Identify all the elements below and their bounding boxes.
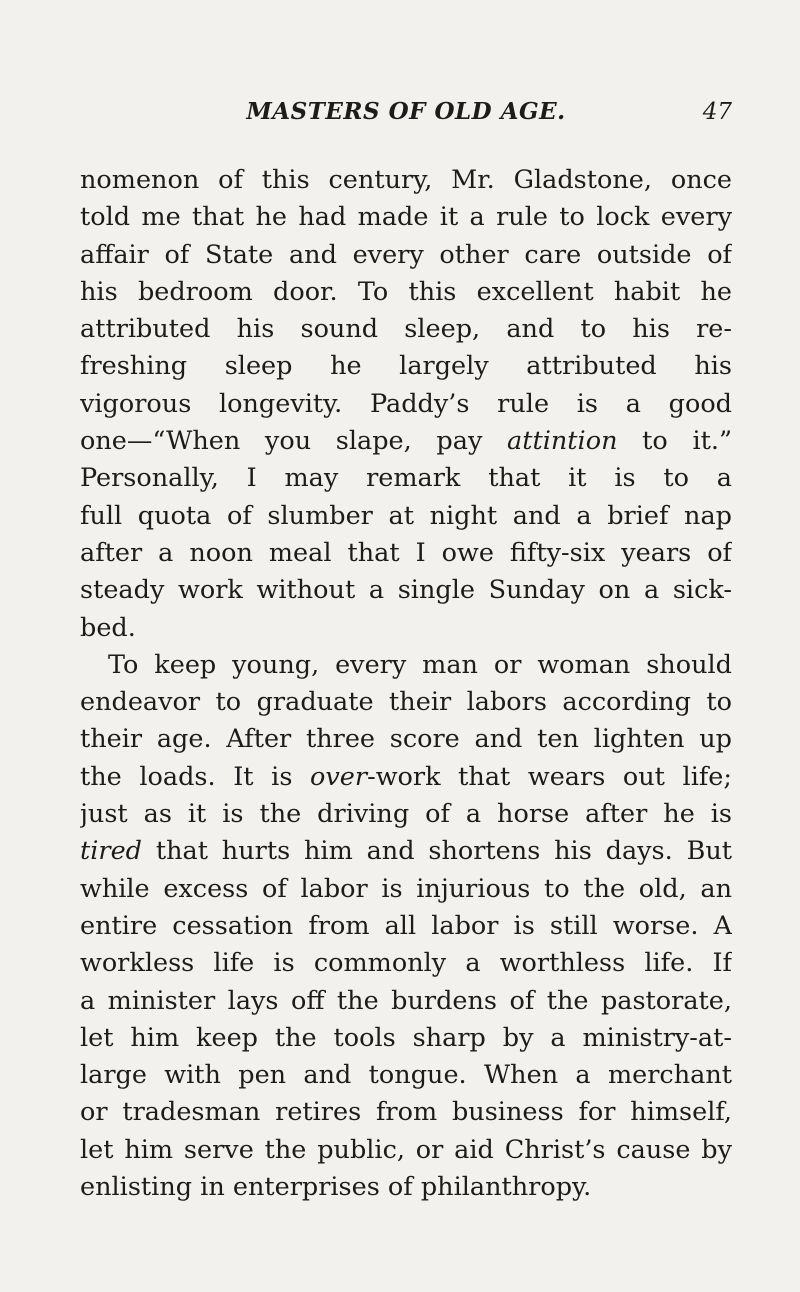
text-line (80, 423, 732, 460)
text-segment: let him serve the public, or aid Christ’s cause by (80, 1134, 732, 1165)
text-line (80, 684, 732, 721)
text-line (80, 1020, 732, 1057)
text-line (80, 386, 732, 423)
text-segment: that hurts him and shortens his days. But (142, 836, 732, 867)
text-segment: nomenon of this century, Mr. Gladstone, once (80, 165, 732, 195)
text-segment: a minister lays off the burdens of the pastorate, (80, 985, 732, 1016)
text-line (80, 945, 732, 982)
text-line (80, 1094, 732, 1131)
text-line (80, 311, 732, 348)
text-segment: -work that wears out life; (367, 761, 732, 792)
text-segment: Personally, I may remark that it is to a (80, 463, 732, 494)
text-line (80, 535, 732, 572)
text-segment: just as it is the driving of a horse after he is (80, 799, 732, 830)
text-segment: large with pen and tongue. When a merchant (80, 1060, 732, 1091)
text-segment: after a noon meal that I owe fifty-six years of (80, 537, 732, 568)
text-segment: entire cessation from all labor is still worse. A (80, 910, 732, 941)
text-segment: To keep young, every man or woman should (108, 649, 732, 680)
running-title: MASTERS OF OLD AGE. (246, 98, 566, 125)
text-line (80, 647, 732, 684)
text-line (80, 833, 732, 870)
text-segment: one—“When you slape, pay (80, 426, 508, 457)
text-line (80, 498, 732, 535)
text-segment: to it.” (617, 426, 732, 457)
text-line (80, 274, 732, 311)
text-segment: enlisting in enterprises of philanthropy. (80, 1172, 592, 1203)
text-line (80, 610, 732, 647)
text-segment: workless life is commonly a worthless life. If (80, 948, 732, 979)
text-line (80, 237, 732, 274)
text-line (80, 460, 732, 497)
text-line (80, 1132, 732, 1169)
text-segment: told me that he had made it a rule to lock every (80, 202, 732, 233)
text-segment: while excess of labor is injurious to the old, an (80, 873, 732, 904)
text-line (80, 1169, 732, 1206)
text-line (80, 871, 732, 908)
text-line (80, 348, 732, 385)
text-line (80, 572, 732, 609)
text-segment: attributed his sound sleep, and to his re- (80, 314, 732, 345)
italic-text: attintion (507, 426, 618, 457)
text-line (80, 721, 732, 758)
text-line (80, 1057, 732, 1094)
text-line (80, 759, 732, 796)
text-segment: full quota of slumber at night and a brief nap (80, 500, 732, 531)
text-segment: bed. (80, 612, 136, 643)
text-segment: affair of State and every other care outside of (80, 239, 732, 270)
text-segment: his bedroom door. To this excellent habit he (80, 276, 732, 307)
page-number: 47 (702, 99, 732, 125)
text-segment: endeavor to graduate their labors according to (80, 687, 732, 718)
text-line (80, 199, 732, 236)
text-segment: or tradesman retires from business for himself, (80, 1097, 732, 1128)
text-segment: their age. After three score and ten lighten up (80, 724, 732, 755)
text-segment: let him keep the tools sharp by a ministry-at- (80, 1022, 732, 1053)
text-line (80, 162, 732, 199)
text-line (80, 908, 732, 945)
running-head (80, 92, 732, 132)
text-segment: vigorous longevity. Paddy’s rule is a good (80, 388, 732, 419)
italic-text: tired (80, 836, 143, 867)
text-segment: freshing sleep he largely attributed his (80, 351, 732, 382)
text-segment: the loads. It is (80, 761, 311, 792)
text-segment: steady work without a single Sunday on a sick- (80, 575, 732, 606)
italic-text: over (310, 761, 368, 792)
text-line (80, 983, 732, 1020)
body-text (80, 162, 732, 1206)
text-line (80, 796, 732, 833)
